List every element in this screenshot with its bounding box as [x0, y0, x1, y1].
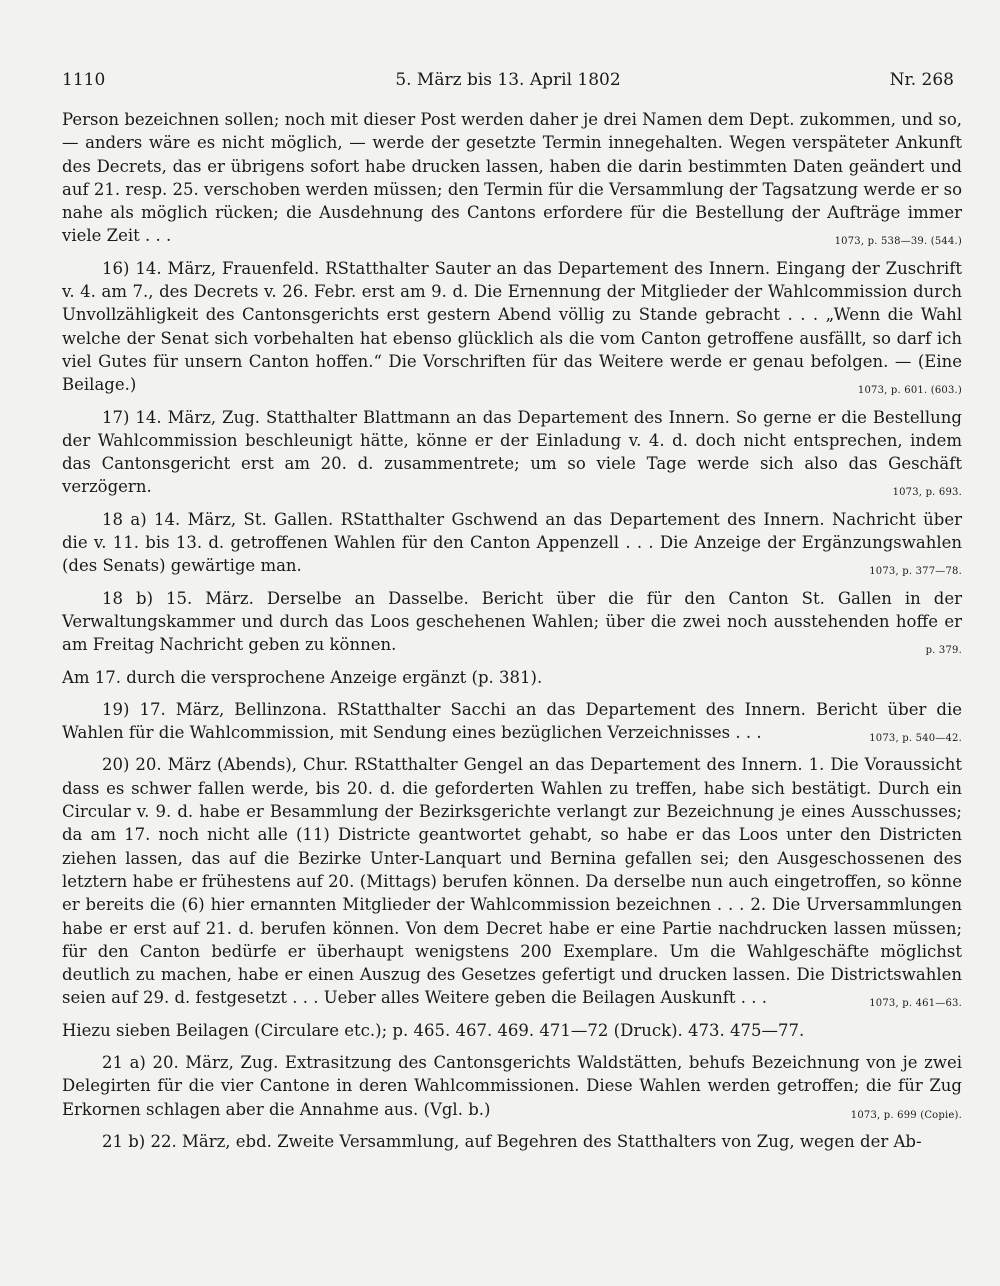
archive-reference: 1073, p. 693. [892, 487, 962, 499]
date-range: 5. März bis 13. April 1802 [395, 70, 621, 90]
entry-paragraph [62, 406, 962, 499]
entry-paragraph [62, 108, 962, 248]
entry-paragraph [62, 1051, 962, 1121]
archive-reference: 1073, p. 540—42. [869, 733, 962, 745]
archive-reference: 1073, p. 699 (Copie). [850, 1109, 962, 1121]
entry-paragraph [62, 257, 962, 397]
entry-paragraph [62, 1130, 962, 1153]
entry-paragraph [62, 753, 962, 1009]
entry-text: 18 a) 14. März, St. Gallen. RStatthalter Gschwend an das Departement des Innern. Nachricht über die v. 11. bis 13. d. getroffenen Wahlen für den Canton Appenzell . . . Die Anzeige der Ergänzungswahlen (des Senats) gewärtige man. [62, 509, 962, 576]
entry-paragraph [62, 508, 962, 578]
entry-text: 16) 14. März, Frauenfeld. RStatthalter Sauter an das Departement des Innern. Eingang der Zuschrift v. 4. am 7., des Decrets v. 26. Febr. erst am 9. d. Die Ernennung der Mitglieder der Wahlcommission durch Unvollzähligkeit des Cantonsgerichts erst gestern Abend völlig zu Stande gebracht . . . „Wenn die Wahl welche der Senat sich vorbehalten hat ebenso glücklich als die vom Canton getroffene ausfällt, so darf ich viel Gutes für unsern Canton hoffen.“ Die Vorschriften für das Weitere werde er genau befolgen. — (Eine Beilage.) [62, 258, 962, 395]
entry-text: Person bezeichnen sollen; noch mit dieser Post werden daher je drei Namen dem Dept. zukommen, und so, — anders wäre es nicht möglich, — werde der gesetzte Termin innegehalten. Wegen verspäteter Ankunft des Decrets, das er übrigens sofort habe drucken lassen, haben die darin bestimmten Daten geändert und auf 21. resp. 25. verschoben werden müssen; den Termin für die Versammlung der Tagsatzung werde er so nahe als möglich rücken; die Ausdehnung des Cantons erfordere für die Bestellung der Aufträge immer viele Zeit . . . [62, 110, 962, 246]
entry-text: Am 17. durch die versprochene Anzeige ergänzt (p. 381). [62, 667, 543, 687]
entry-paragraph [62, 666, 962, 689]
entry-text: 20) 20. März (Abends), Chur. RStatthalter Gengel an das Departement des Innern. 1. Die Voraussicht dass es schwer fallen werde, bis 20. d. die geforderten Wahlen zu treffen, habe sich bestätigt. Durch ein Circular v. 9. d. habe er Besammlung der Bezirksgerichte verlangt zur Bezeichnung je eines Ausschusses; da am 17. noch nicht alle (11) Districte geantwortet gehabt, so habe er das Loos unter den Districten ziehen lassen, das auf die Bezirke Unter-Lanquart und Bernina gefallen sei; den Ausgeschossenen des letztern habe er frühestens auf 20. (Mittags) berufen können. Da derselbe nun auch eingetroffen, so könne er bereits die (6) hier ernannten Mitglieder der Wahlcommission bezeichnen . . . 2. Die Urversammlungen habe er erst auf 21. d. berufen können. Von dem Decret habe er eine Partie nachdrucken lassen müssen; für den Canton bedürfe er überhaupt wenigstens 200 Exemplare. Um die Wahlgeschäfte möglichst deutlich zu machen, habe er einen Auszug des Gesetzes gefertigt und drucken lassen. Die Districtswahlen seien auf 29. d. festgesetzt . . . Ueber alles Weitere geben die Beilagen Auskunft . . . [62, 755, 962, 1008]
archive-reference: 1073, p. 461—63. [869, 998, 962, 1010]
entry-text: 21 b) 22. März, ebd. Zweite Versammlung, auf Begehren des Statthalters von Zug, wegen der Ab- [102, 1131, 922, 1151]
document-number: Nr. 268 [889, 70, 954, 90]
archive-reference: p. 379. [925, 645, 962, 657]
entry-text: 21 a) 20. März, Zug. Extrasitzung des Cantonsgerichts Waldstätten, behufs Bezeichnung von je zwei Delegirten für die vier Cantone in deren Wahlcommissionen. Diese Wahlen werden getroffen; die für Zug Erkornen schlagen aber die Annahme aus. (Vgl. b.) [62, 1052, 962, 1119]
entry-text: 18 b) 15. März. Derselbe an Dasselbe. Bericht über die für den Canton St. Gallen in der Verwaltungskammer und durch das Loos geschehenen Wahlen; über die zwei noch ausstehenden hoffe er am Freitag Nachricht geben zu können. [62, 588, 962, 655]
entry-paragraph [62, 1019, 962, 1042]
archive-reference: 1073, p. 377—78. [869, 566, 962, 578]
archive-reference: 1073, p. 601. (603.) [857, 385, 962, 397]
entry-paragraph [62, 587, 962, 657]
entry-text: 17) 14. März, Zug. Statthalter Blattmann an das Departement des Innern. So gerne er die Bestellung der Wahlcommission beschleunigt hätte, könne er der Einladung v. 4. d. doch nicht entsprechen, indem das Cantonsgericht erst am 20. d. zusammentrete; um so viele Tage werde sich also das Geschäft verzögern. [62, 407, 962, 497]
entry-text: 19) 17. März, Bellinzona. RStatthalter Sacchi an das Departement des Innern. Bericht über die Wahlen für die Wahlcommission, mit Sendung eines bezüglichen Verzeichnisses . . . [62, 699, 962, 743]
page-number: 1110 [62, 70, 106, 90]
entry-text: Hiezu sieben Beilagen (Circulare etc.); p. 465. 467. 469. 471—72 (Druck). 473. 475—77. [62, 1020, 805, 1040]
entry-paragraph [62, 698, 962, 745]
archive-reference: 1073, p. 538—39. (544.) [834, 236, 962, 248]
document-body [62, 108, 962, 1162]
